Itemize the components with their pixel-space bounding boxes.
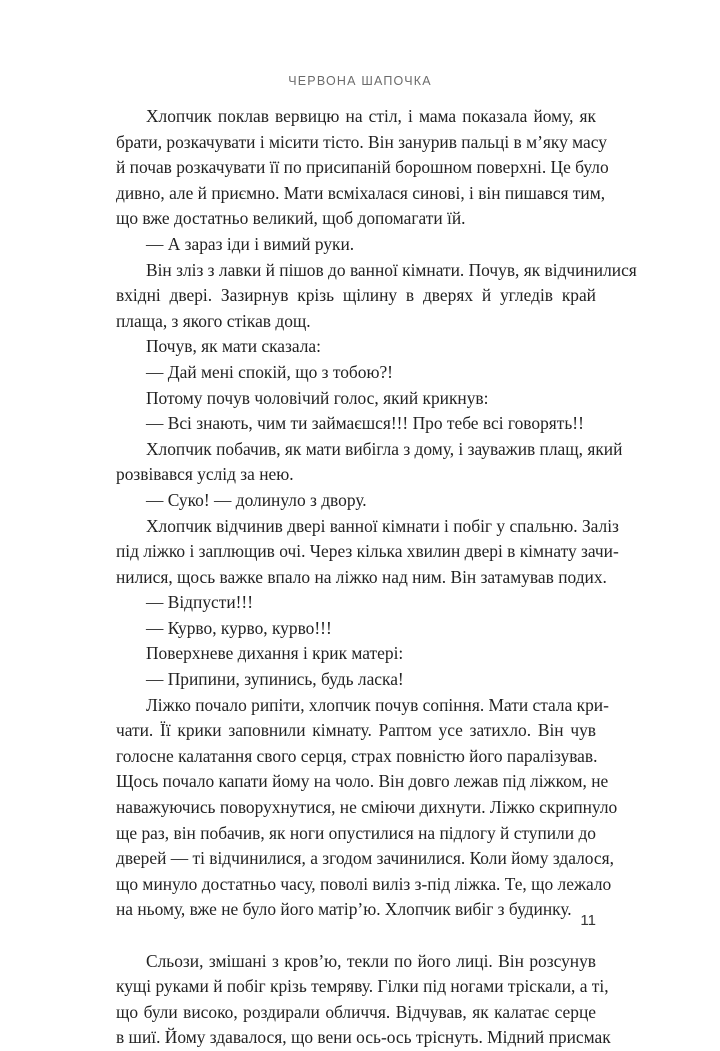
text-line: Щось почало капати йому на чоло. Він довго лежав під ліжком, не bbox=[116, 771, 609, 792]
text-line: — Всі знають, чим ти займаєшся!!! Про тебе всі говорять!! bbox=[146, 413, 584, 434]
text-line: — Відпусти!!! bbox=[146, 592, 254, 613]
running-head: ЧЕРВОНА ШАПОЧКА bbox=[288, 74, 432, 88]
text-line: плаща, з якого стікав дощ. bbox=[116, 310, 311, 331]
text-line: — Курво, курво, курво!!! bbox=[146, 617, 332, 638]
text-line: розвівався услід за нею. bbox=[116, 464, 294, 485]
text-line: — А зараз іди і вимий руки. bbox=[146, 233, 355, 254]
text-line: Потому почув чоловічий голос, який крикнув: bbox=[146, 387, 489, 408]
text-line: в шиї. Йому здавалося, що вени ось-ось тріснуть. Мідний присмак bbox=[116, 1027, 611, 1048]
text-line: дверей — ті відчинилися, а згодом зачинилися. Коли йому здалося, bbox=[116, 848, 614, 869]
text-line: Почув, як мати сказала: bbox=[146, 336, 321, 357]
text-line: що минуло достатньо часу, поволі виліз з-під ліжка. Те, що лежало bbox=[116, 873, 612, 894]
text-line: наважуючись поворухнутися, не сміючи дихнути. Ліжко скрипнуло bbox=[116, 797, 618, 818]
section-break bbox=[116, 923, 596, 949]
text-line: на ньому, вже не було його матір’ю. Хлопчик вибіг з будинку. bbox=[116, 899, 572, 920]
text-line: Він зліз з лавки й пішов до ванної кімнати. Почув, як відчинилися bbox=[146, 259, 637, 280]
text-line: нилися, щось важке впало на ліжко над ним. Він затамував подих. bbox=[116, 566, 607, 587]
body-text bbox=[116, 104, 637, 1051]
text-line: дивно, але й приємно. Мати всміхалася синові, і він пишався тим, bbox=[116, 182, 606, 203]
text-line: Поверхневе дихання і крик матері: bbox=[146, 643, 404, 664]
text-line: ще раз, він побачив, як ноги опустилися на підлогу й ступили до bbox=[116, 822, 596, 843]
text-line: голосне калатання свого серця, страх повністю його паралізував. bbox=[116, 745, 598, 766]
text-line: що вже достатньо великий, щоб допомагати їй. bbox=[116, 208, 466, 229]
text-line: — Припини, зупинись, будь ласка! bbox=[146, 669, 404, 690]
text-line: вхідні двері. Зазирнув крізь щілину в дверях й угледів край bbox=[116, 285, 596, 306]
text-line: що були високо, роздирали обличчя. Відчував, як калатає серце bbox=[116, 1001, 596, 1022]
text-line: — Суко! — долинуло з двору. bbox=[146, 489, 367, 510]
text-line: — Дай мені спокій, що з тобою?! bbox=[146, 361, 393, 382]
text-line: під ліжко і заплющив очі. Через кілька хвилин двері в кімнату зачи- bbox=[116, 541, 619, 562]
text-line: кущі руками й побіг крізь темряву. Гілки під ногами тріскали, а ті, bbox=[116, 976, 609, 997]
text-line: Хлопчик відчинив двері ванної кімнати і побіг у спальню. Заліз bbox=[146, 515, 619, 536]
text-line: Ліжко почало рипіти, хлопчик почув сопіння. Мати стала кри- bbox=[146, 694, 609, 715]
page-number: 11 bbox=[580, 912, 596, 929]
text-line: чати. Її крики заповнили кімнату. Раптом усе затихло. Він чув bbox=[116, 720, 596, 741]
text-line: Сльози, змішані з кров’ю, текли по його лиці. Він розсунув bbox=[146, 950, 596, 971]
text-line: брати, розкачувати і місити тісто. Він занурив пальці в м’яку масу bbox=[116, 131, 607, 152]
text-line: й почав розкачувати її по присипаній борошном поверхні. Це було bbox=[116, 157, 609, 178]
text-line: Хлопчик поклав вервицю на стіл, і мама показала йому, як bbox=[146, 106, 596, 126]
text-line: Хлопчик побачив, як мати вибігла з дому, і зауважив плащ, який bbox=[146, 438, 623, 459]
